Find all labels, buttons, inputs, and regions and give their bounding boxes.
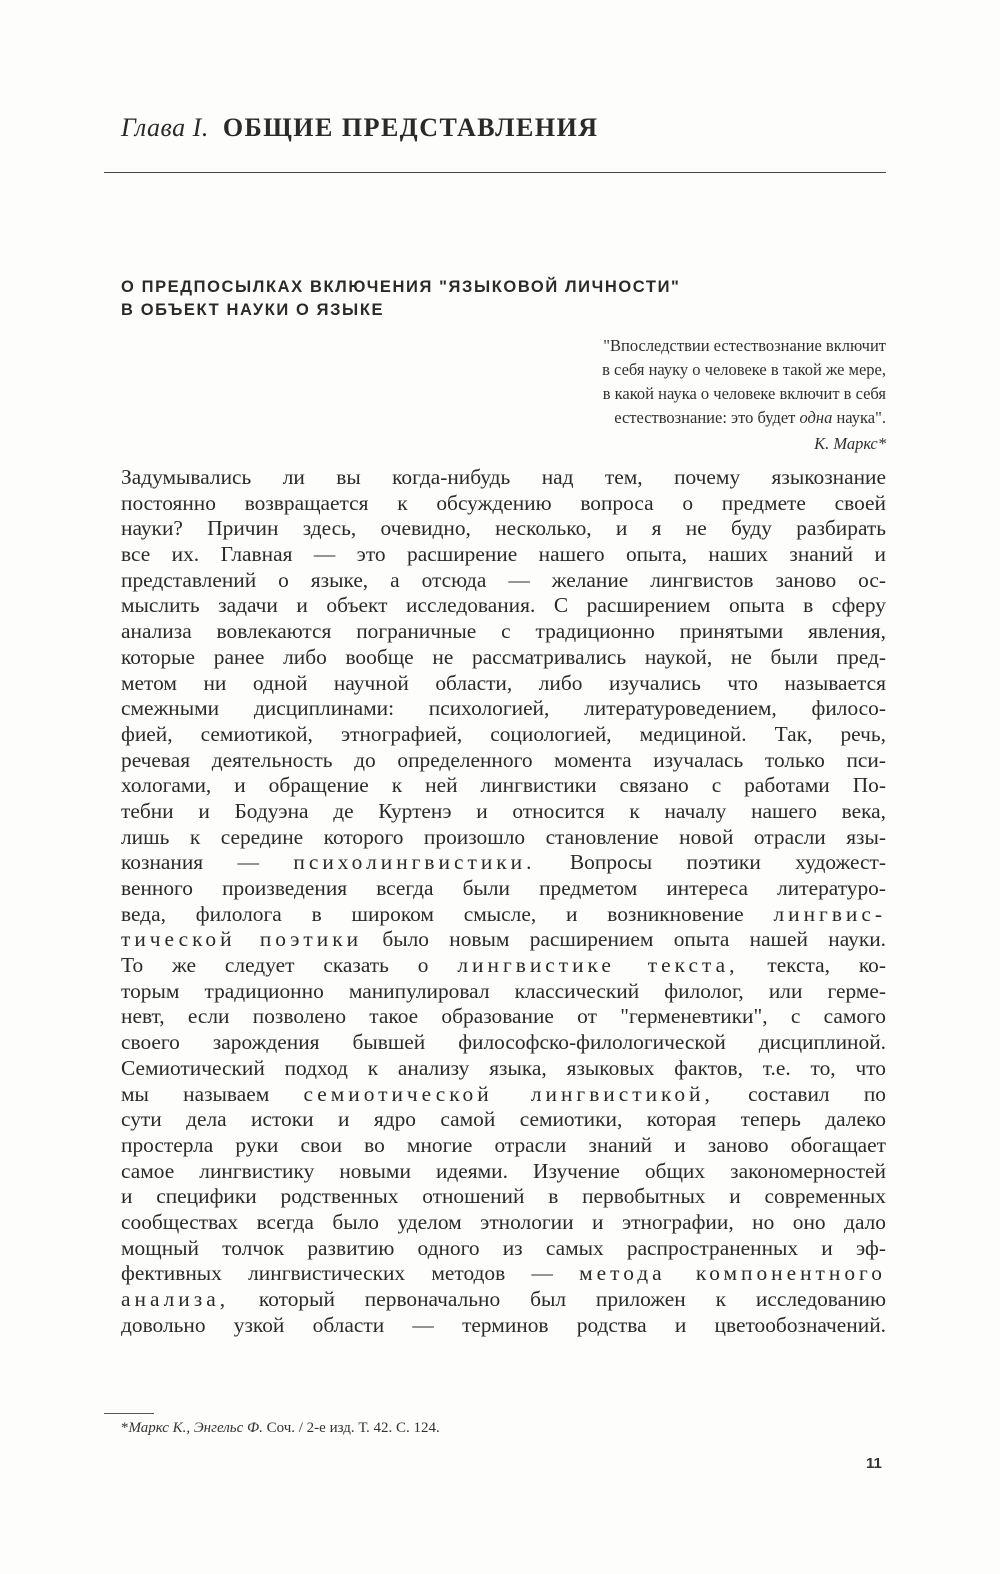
body-text-run: венного произведения всегда были предметом интереса литературо- bbox=[121, 876, 886, 900]
body-line bbox=[121, 516, 886, 542]
body-text-run: мыслить задачи и объект исследования. С расширением опыта в сферу bbox=[121, 593, 886, 618]
epigraph-line: в себя науку о человеке в такой же мере, bbox=[602, 360, 886, 379]
body-text-run: сообществах всегда было уделом этнологии и этнографии, но оно дало bbox=[121, 1209, 886, 1234]
body-line bbox=[121, 491, 886, 517]
body-line bbox=[121, 1287, 886, 1313]
spaced-term: психолингвистики. bbox=[293, 850, 536, 875]
body-line bbox=[121, 722, 886, 748]
body-line bbox=[121, 748, 886, 774]
footnote-rule bbox=[104, 1413, 154, 1414]
body-text-run: лишь к середине которого произошло становление новой отрасли язы- bbox=[121, 824, 886, 849]
body-text-run: Семиотический подход к анализу языка, языковых фактов, т.е. то, что bbox=[121, 1055, 886, 1080]
body-line bbox=[121, 1004, 886, 1030]
body-text-run: текста, ко- bbox=[738, 953, 886, 978]
body-text-run: метом ни одной научной области, либо изучались что называется bbox=[121, 670, 886, 695]
footnote-marker: * bbox=[121, 1420, 129, 1436]
body-text-run: было новым расширением опыта нашей науки. bbox=[362, 927, 886, 952]
epigraph-line: "Впоследствии естествознание включит bbox=[603, 336, 886, 355]
footnote-authors: Маркс К., Энгельс Ф. bbox=[128, 1420, 263, 1436]
body-line bbox=[121, 979, 886, 1005]
body-text-run: своего зарождения бывшей философско-филологической дисциплиной. bbox=[121, 1030, 886, 1055]
section-title-line: О ПРЕДПОСЫЛКАХ ВКЛЮЧЕНИЯ "ЯЗЫКОВОЙ ЛИЧНОСТИ" bbox=[121, 278, 681, 296]
body-paragraph bbox=[121, 465, 886, 1338]
section-title-line: В ОБЪЕКТ НАУКИ О ЯЗЫКЕ bbox=[121, 301, 385, 319]
body-line bbox=[121, 953, 886, 979]
header-rule bbox=[104, 172, 886, 173]
body-line bbox=[121, 465, 886, 491]
body-text-run: смежными дисциплинами: психологией, литературоведением, филосо- bbox=[121, 696, 886, 721]
body-text-run: кознания — bbox=[121, 850, 294, 875]
body-text-run: представлений о языке, а отсюда — желание лингвистов заново ос- bbox=[121, 567, 886, 592]
body-text-run: анализа вовлекаются пограничные с традиционно принятыми явления, bbox=[121, 619, 886, 644]
spaced-term: лингвистике текста, bbox=[457, 953, 739, 978]
spaced-term: тической поэтики bbox=[121, 927, 363, 952]
body-text-run: самое лингвистику новыми идеями. Изучение общих закономерностей bbox=[121, 1158, 886, 1183]
body-text-run: фией, семиотикой, этнографией, социологией, медициной. Так, речь, bbox=[121, 721, 886, 746]
body-line bbox=[121, 876, 886, 902]
body-text-run: все их. Главная — это расширение нашего опыта, наших знаний и bbox=[121, 542, 886, 567]
body-text-run: постоянно возвращается к обсуждению вопроса о предмете своей bbox=[121, 490, 886, 515]
chapter-heading bbox=[121, 113, 599, 143]
body-text-run: хологами, и обращение к ней лингвистики связано с работами По- bbox=[121, 773, 886, 798]
body-line bbox=[121, 1184, 886, 1210]
body-line bbox=[121, 799, 886, 825]
epigraph-author: К. Маркс* bbox=[814, 434, 886, 453]
body-line bbox=[121, 1236, 886, 1262]
body-line bbox=[121, 1107, 886, 1133]
body-line bbox=[121, 1159, 886, 1185]
body-line bbox=[121, 1261, 886, 1287]
spaced-term: лингвис- bbox=[773, 901, 886, 926]
body-text-run: невт, если позволено такое образование от "герменевтики", с самого bbox=[121, 1004, 886, 1029]
body-line bbox=[121, 1082, 886, 1108]
body-line bbox=[121, 1313, 886, 1339]
body-text-run: составил по bbox=[713, 1081, 886, 1106]
body-text-run: Задумывались ли вы когда-нибудь над тем, почему языкознание bbox=[121, 465, 886, 489]
body-line bbox=[121, 1210, 886, 1236]
body-line bbox=[121, 593, 886, 619]
footnote bbox=[121, 1420, 440, 1437]
body-line bbox=[121, 773, 886, 799]
body-line bbox=[121, 902, 886, 928]
body-text-run: речевая деятельность до определенного момента изучалась только пси- bbox=[121, 747, 886, 772]
body-text-run: веда, филолога в широком смысле, и возникновение bbox=[121, 901, 774, 926]
body-text-run: мы называем bbox=[121, 1081, 304, 1106]
body-text-run: простерла руки свои во многие отрасли знаний и заново обогащает bbox=[121, 1132, 886, 1157]
body-line bbox=[121, 1056, 886, 1082]
epigraph-text: естествознание: это будет bbox=[614, 408, 800, 427]
spaced-term: семиотической лингвистикой, bbox=[303, 1081, 714, 1106]
body-line bbox=[121, 645, 886, 671]
body-line bbox=[121, 1030, 886, 1056]
body-text-run: довольно узкой области — терминов родства и цветообозначений. bbox=[121, 1312, 886, 1337]
body-text-run: сути дела истоки и ядро самой семиотики, которая теперь далеко bbox=[121, 1107, 886, 1132]
spaced-term: метода компонентного bbox=[579, 1261, 886, 1286]
body-text-run: которые ранее либо вообще не рассматривались наукой, не были пред- bbox=[121, 644, 886, 669]
section-title bbox=[121, 276, 680, 322]
body-text-run: науки? Причин здесь, очевидно, несколько, и я не буду разбирать bbox=[121, 516, 886, 541]
body-text-run: торым традиционно манипулировал классический филолог, или герме- bbox=[121, 978, 886, 1003]
epigraph-line: в какой наука о человеке включит в себя bbox=[602, 384, 886, 403]
body-text-run: То же следует сказать о bbox=[121, 953, 458, 978]
epigraph-line bbox=[466, 406, 886, 430]
epigraph bbox=[466, 334, 886, 456]
body-text-run: Вопросы поэтики художест- bbox=[535, 850, 886, 875]
body-line bbox=[121, 619, 886, 645]
body-line bbox=[121, 850, 886, 876]
body-text-run: мощный толчок развитию одного из самых распространенных и эф- bbox=[121, 1235, 886, 1260]
epigraph-text: наука". bbox=[832, 408, 886, 427]
body-line bbox=[121, 671, 886, 697]
chapter-title: ОБЩИЕ ПРЕДСТАВЛЕНИЯ bbox=[222, 113, 599, 142]
spaced-term: анализа, bbox=[121, 1287, 230, 1311]
body-text-run: и специфики родственных отношений в первобытных и современных bbox=[121, 1184, 886, 1209]
body-text-run: тебни и Бодуэна де Куртенэ и относится к началу нашего века, bbox=[121, 798, 886, 823]
body-line bbox=[121, 696, 886, 722]
footnote-source: Соч. / 2-е изд. Т. 42. С. 124. bbox=[262, 1420, 440, 1436]
body-line bbox=[121, 825, 886, 851]
body-text-run: фективных лингвистических методов — bbox=[121, 1261, 580, 1286]
body-line bbox=[121, 927, 886, 953]
body-text-run: который первоначально был приложен к исследованию bbox=[229, 1287, 886, 1311]
body-line bbox=[121, 542, 886, 568]
chapter-label: Глава I. bbox=[121, 113, 209, 142]
body-line bbox=[121, 1133, 886, 1159]
page-number: 11 bbox=[866, 1455, 882, 1472]
epigraph-emphasis: одна bbox=[799, 408, 833, 427]
body-line bbox=[121, 568, 886, 594]
